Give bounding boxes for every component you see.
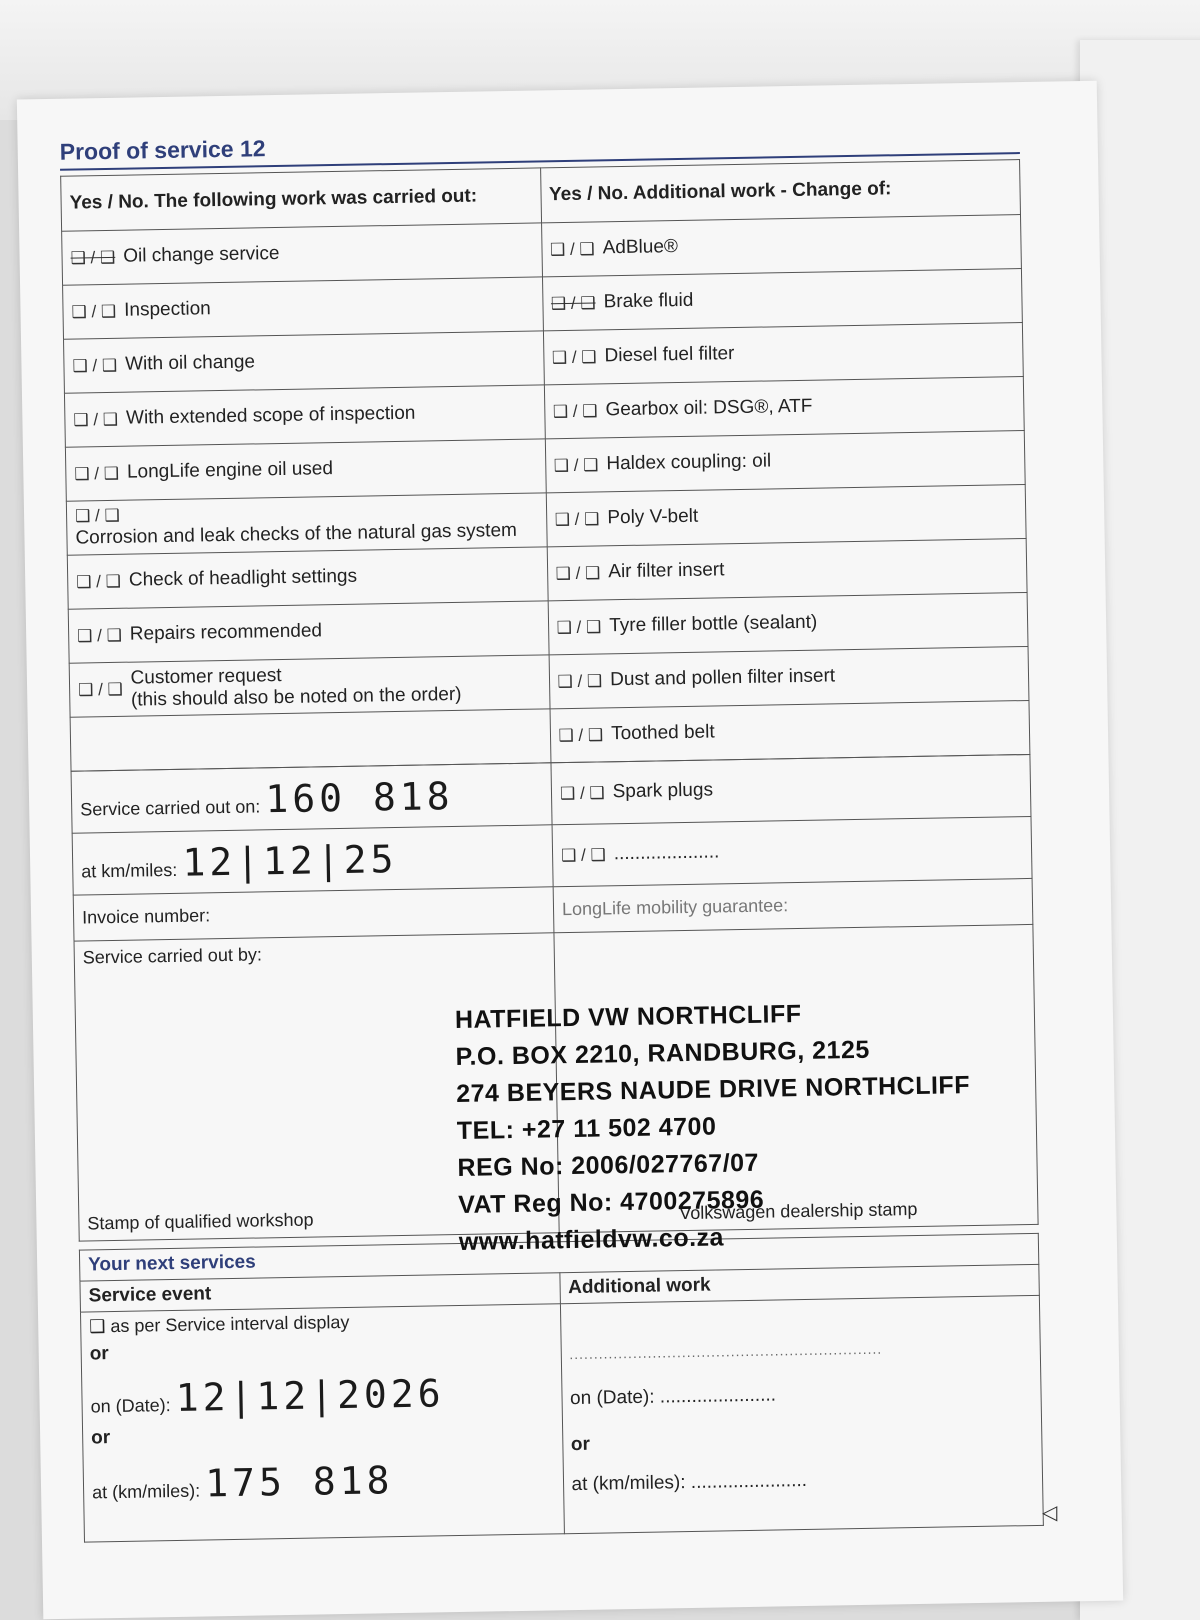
right-item-row bbox=[544, 377, 1024, 439]
invoice-label: Invoice number: bbox=[81, 904, 211, 928]
triangle-left-icon: ◁ bbox=[1042, 1502, 1058, 1524]
right-item-label: Gearbox oil: DSG®, ATF bbox=[605, 396, 813, 421]
additional-work-header: Additional work bbox=[559, 1264, 1039, 1303]
right-item-label: Spark plugs bbox=[612, 779, 714, 803]
right-item-label: .................... bbox=[613, 841, 720, 865]
yes-no-checkbox[interactable]: ❑ / ❑ bbox=[73, 409, 119, 430]
service-by-label: Service carried out by: bbox=[82, 944, 263, 968]
yes-no-checkbox[interactable]: ❑ / ❑ bbox=[555, 562, 601, 583]
yes-no-checkbox[interactable]: ❑ / ❑ bbox=[551, 346, 597, 367]
left-item-row bbox=[65, 439, 545, 501]
stamp-line: TEL: +27 11 502 4700 bbox=[456, 1112, 717, 1146]
at-km-label: at (km/miles): bbox=[91, 1480, 201, 1503]
additional-or: or bbox=[570, 1433, 591, 1456]
additional-on-date: on (Date): ...................... bbox=[569, 1384, 777, 1410]
right-item-row bbox=[542, 269, 1022, 331]
left-item-label: Corrosion and leak checks of the natural gas system bbox=[75, 520, 518, 550]
on-date-label: on (Date): bbox=[90, 1395, 171, 1417]
yes-no-checkbox[interactable]: ❑ / ❑ bbox=[550, 292, 596, 313]
service-booklet-page bbox=[17, 81, 1123, 1620]
additional-work-dots: ................................................................ bbox=[569, 1340, 883, 1363]
left-item-label: With extended scope of inspection bbox=[125, 403, 416, 430]
stamp-line: HATFIELD VW NORTHCLIFF bbox=[454, 999, 802, 1035]
right-item-label: Diesel fuel filter bbox=[604, 343, 735, 367]
interval-option: ❑ as per Service interval display bbox=[89, 1311, 350, 1337]
right-item-label: Dust and pollen filter insert bbox=[610, 665, 836, 691]
yes-no-checkbox[interactable]: ❑ / ❑ bbox=[72, 355, 118, 376]
yes-no-checkbox[interactable]: ❑ / ❑ bbox=[74, 506, 120, 527]
km-label: at km/miles: bbox=[81, 859, 178, 882]
stamp-line: 274 BEYERS NAUDE DRIVE NORTHCLIFF bbox=[455, 1071, 971, 1109]
yes-no-checkbox[interactable]: ❑ / ❑ bbox=[77, 679, 123, 700]
right-item-label: Poly V-belt bbox=[607, 506, 699, 529]
dealer-stamp bbox=[455, 993, 973, 1261]
right-item-row bbox=[541, 215, 1021, 277]
right-item-row bbox=[545, 431, 1025, 493]
service-date-cell bbox=[71, 763, 552, 833]
left-item-row bbox=[62, 223, 542, 285]
yes-no-checkbox[interactable]: ❑ / ❑ bbox=[560, 844, 606, 865]
yes-no-checkbox[interactable]: ❑ / ❑ bbox=[559, 782, 605, 803]
yes-no-checkbox[interactable]: ❑ / ❑ bbox=[556, 616, 602, 637]
right-item-label: Tyre filler bottle (sealant) bbox=[609, 612, 818, 637]
left-item-label: Customer request (this should also be noted on the order) bbox=[130, 664, 462, 711]
stamp-line: VAT Reg No: 4700275896 bbox=[457, 1185, 765, 1220]
stamp-label: Stamp of qualified workshop bbox=[87, 1209, 314, 1234]
left-item-label: Check of headlight settings bbox=[128, 566, 358, 592]
stamp-line: REG No: 2006/027767/07 bbox=[457, 1148, 760, 1183]
yes-no-checkbox[interactable]: ❑ / ❑ bbox=[76, 571, 122, 592]
next-services-table bbox=[79, 1233, 1044, 1543]
left-item-row bbox=[64, 331, 544, 393]
additional-work-cell bbox=[560, 1295, 1043, 1533]
yes-no-checkbox[interactable]: ❑ / ❑ bbox=[549, 238, 595, 259]
left-item-row bbox=[63, 277, 543, 339]
service-event-header: Service event bbox=[80, 1273, 560, 1312]
left-item-row bbox=[66, 493, 546, 555]
stamp-line: www.hatfieldvw.co.za bbox=[458, 1223, 725, 1256]
left-item-label: LongLife engine oil used bbox=[126, 458, 334, 484]
service-event-cell bbox=[80, 1304, 563, 1542]
right-item-row bbox=[543, 323, 1023, 385]
right-item-row-11 bbox=[552, 816, 1032, 886]
stamp-line: P.O. BOX 2210, RANDBURG, 2125 bbox=[455, 1035, 870, 1072]
left-item-row bbox=[69, 655, 549, 717]
right-item-label: AdBlue® bbox=[602, 236, 679, 259]
right-item-row bbox=[547, 538, 1027, 600]
yes-no-checkbox[interactable]: ❑ / ❑ bbox=[552, 400, 598, 421]
service-date-handwriting: 160 818 bbox=[265, 773, 454, 821]
right-item-label: Brake fluid bbox=[603, 290, 694, 313]
yes-no-checkbox[interactable]: ❑ / ❑ bbox=[558, 724, 604, 745]
service-date-label: Service carried out on: bbox=[80, 795, 261, 820]
km-cell bbox=[72, 825, 553, 895]
right-item-label: Air filter insert bbox=[608, 559, 725, 583]
right-item-row bbox=[546, 485, 1026, 547]
left-item-row bbox=[68, 601, 548, 663]
right-item-row-10 bbox=[551, 754, 1031, 824]
additional-at-km: at (km/miles): ...................... bbox=[571, 1469, 808, 1496]
right-column-header: Yes / No. Additional work - Change of: bbox=[540, 160, 1020, 223]
right-item-label: Haldex coupling: oil bbox=[606, 450, 772, 475]
yes-no-checkbox[interactable]: ❑ / ❑ bbox=[74, 463, 120, 484]
at-km-handwriting: 175 818 bbox=[204, 1458, 394, 1506]
right-item-label: Toothed belt bbox=[610, 721, 715, 745]
right-item-row bbox=[550, 700, 1030, 762]
on-date-handwriting: 12|12|2026 bbox=[175, 1371, 445, 1420]
left-item-label: Repairs recommended bbox=[129, 620, 323, 646]
yes-no-checkbox[interactable]: ❑ / ❑ bbox=[554, 508, 600, 529]
page-content bbox=[60, 122, 1044, 1543]
km-handwriting: 12|12|25 bbox=[182, 836, 398, 885]
left-item-row bbox=[64, 385, 544, 447]
yes-no-checkbox[interactable]: ❑ / ❑ bbox=[557, 670, 603, 691]
or-text: or bbox=[89, 1343, 109, 1365]
next-services-title: Your next services bbox=[79, 1233, 1038, 1281]
service-table bbox=[60, 159, 1030, 772]
left-item-label: Inspection bbox=[123, 298, 211, 322]
yes-no-checkbox[interactable]: ❑ / ❑ bbox=[70, 247, 116, 268]
left-item-label: Oil change service bbox=[123, 243, 280, 268]
left-item-row bbox=[70, 709, 550, 771]
right-item-row bbox=[549, 646, 1029, 708]
longlife-cell bbox=[553, 878, 1033, 932]
invoice-cell bbox=[73, 887, 554, 941]
yes-no-checkbox[interactable]: ❑ / ❑ bbox=[71, 301, 117, 322]
longlife-label: LongLife mobility guarantee: bbox=[561, 894, 789, 919]
or-text: or bbox=[91, 1427, 111, 1449]
page-title: Proof of service 12 bbox=[59, 135, 266, 165]
yes-no-checkbox[interactable]: ❑ / ❑ bbox=[77, 625, 122, 646]
left-item-row bbox=[67, 547, 547, 609]
left-column-header: Yes / No. The following work was carried out: bbox=[61, 168, 541, 231]
yes-no-checkbox[interactable]: ❑ / ❑ bbox=[553, 454, 599, 475]
dealer-stamp-label: Volkswagen dealership stamp bbox=[679, 1198, 918, 1224]
right-item-row bbox=[548, 592, 1028, 654]
left-item-label: With oil change bbox=[124, 351, 256, 376]
